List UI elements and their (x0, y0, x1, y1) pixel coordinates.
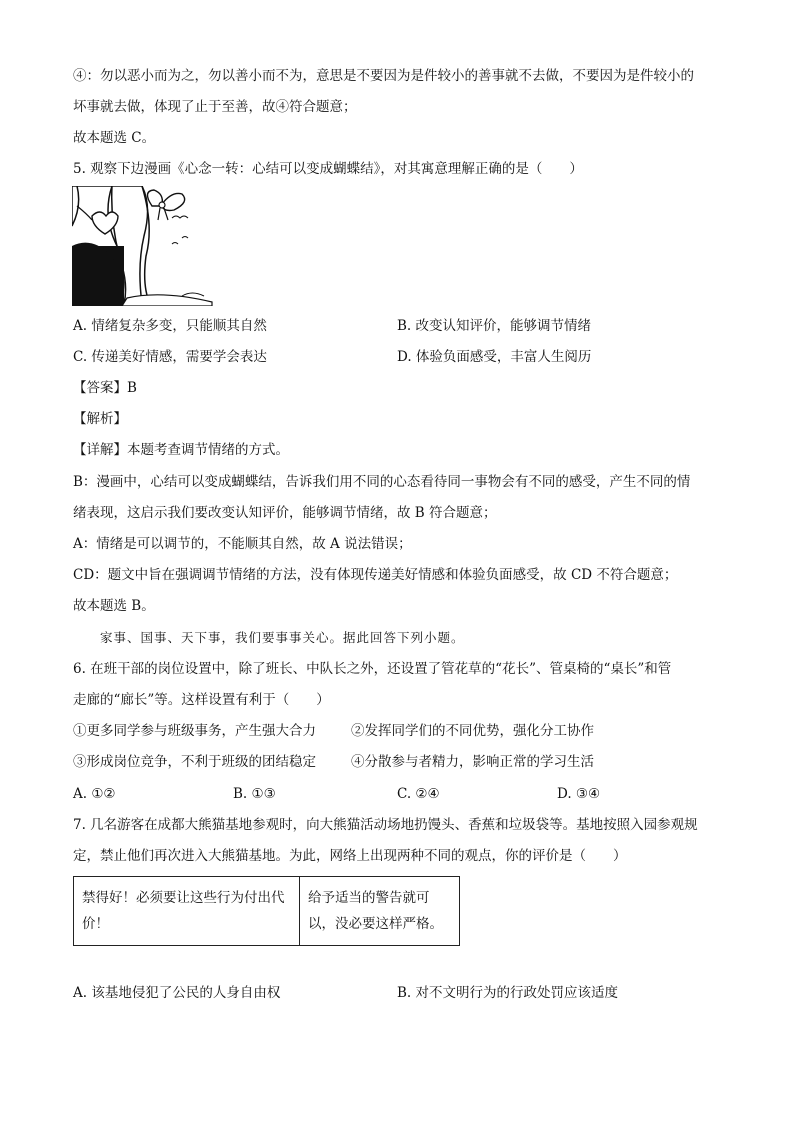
opinion-right: 给予适当的警告就可以，没必要这样严格。 (308, 890, 443, 932)
q5-option-d: D. 体验负面感受，丰富人生阅历 (397, 349, 592, 365)
q6-option-b: B. ①③ (233, 786, 276, 802)
q5-b-line-2: 绪表现，这启示我们要改变认知评价，能够调节情绪，故 B 符合题意； (73, 505, 497, 521)
q5-option-c: C. 传递美好情感，需要学会表达 (73, 349, 267, 365)
q4-conclusion: 故本题选 C。 (73, 130, 156, 146)
q5-a-line: A：情绪是可以调节的，不能顺其自然，故 A 说法错误； (73, 536, 412, 552)
q4-line-1: ④：勿以恶小而为之，勿以善小而不为，意思是不要因为是件较小的善事就不去做，不要因为是件较小的 (73, 68, 694, 84)
opinion-left: 禁得好！必须要让这些行为付出代价！ (74, 877, 300, 945)
q6-option-c: C. ②④ (397, 786, 440, 802)
q4-line-2: 坏事就去做，体现了止于至善，故④符合题意； (73, 99, 357, 115)
q5-option-b: B. 改变认知评价，能够调节情绪 (397, 318, 592, 334)
q6-option-d: D. ③④ (557, 786, 601, 802)
q5-stem: 5. 观察下边漫画《心念一转：心结可以变成蝴蝶结》，对其寓意理解正确的是（ ） (73, 161, 583, 177)
q5-b-line-1: B：漫画中，心结可以变成蝴蝶结，告诉我们用不同的心态看待同一事物会有不同的感受，产生不同的情 (73, 474, 691, 490)
q7-option-a: A. 该基地侵犯了公民的人身自由权 (73, 985, 281, 1001)
q6-item-3: ③形成岗位竞争，不利于班级的团结稳定 (73, 754, 316, 770)
q6-stem-line-2: 走廊的“廊长”等。这样设置有利于（ ） (73, 692, 330, 708)
q5-conclusion: 故本题选 B。 (73, 598, 155, 614)
q6-option-a: A. ①② (73, 786, 116, 802)
q7-stem-line-1: 7. 几名游客在成都大熊猫基地参观时，向大熊猫活动场地扔馒头、香蕉和垃圾袋等。基地按照入园参观规 (73, 817, 698, 833)
opinions-table (73, 876, 460, 946)
q7-stem-line-2: 定，禁止他们再次进入大熊猫基地。为此，网络上出现两种不同的观点，你的评价是（ ） (73, 848, 627, 864)
q6-stem-line-1: 6. 在班干部的岗位设置中，除了班长、中队长之外，还设置了管花草的“花长”、管桌椅的“桌长”和管 (73, 661, 672, 677)
q5-cd-line: CD：题文中旨在强调调节情绪的方法，没有体现传递美好情感和体验负面感受，故 CD 不符合题意； (73, 567, 678, 583)
q7-option-b: B. 对不文明行为的行政处罚应该适度 (397, 985, 619, 1001)
q6-item-2: ②发挥同学们的不同优势，强化分工协作 (351, 723, 594, 739)
q5-detail: 【详解】本题考查调节情绪的方式。 (73, 442, 289, 458)
heart-knot-comic-illustration (72, 186, 214, 306)
q5-option-a: A. 情绪复杂多变，只能顺其自然 (73, 318, 267, 334)
q5-analysis-label: 【解析】 (73, 411, 127, 427)
group-note: 家事、国事、天下事，我们要事事关心。据此回答下列小题。 (100, 630, 465, 645)
q5-answer: 【答案】B (73, 380, 137, 396)
q6-item-4: ④分散参与者精力，影响正常的学习生活 (351, 754, 594, 770)
q6-item-1: ①更多同学参与班级事务，产生强大合力 (73, 723, 316, 739)
